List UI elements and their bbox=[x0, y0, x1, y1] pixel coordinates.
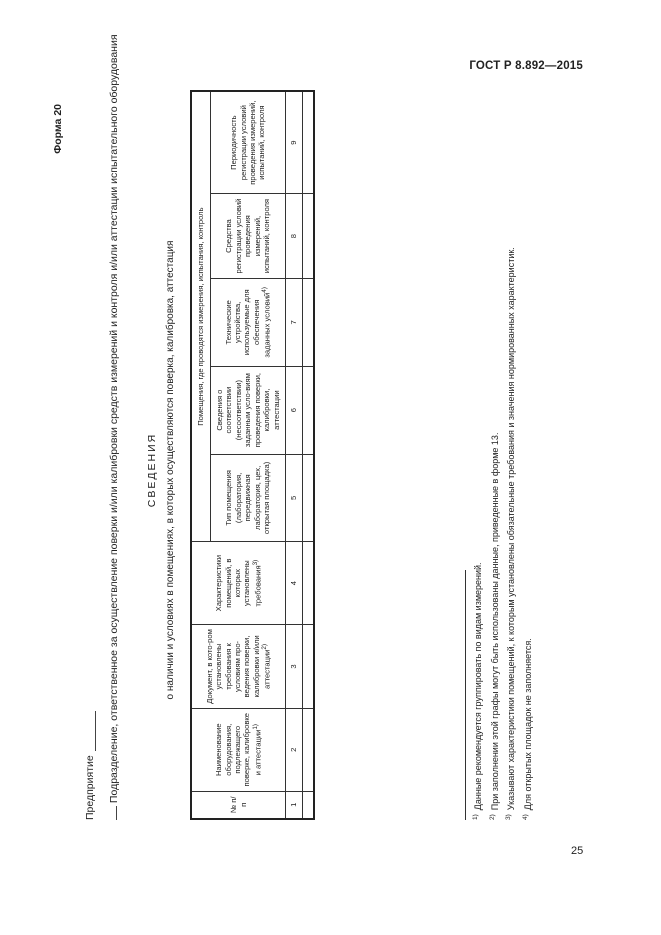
empty-cell bbox=[303, 708, 315, 791]
empty-cell bbox=[303, 366, 315, 454]
column-number: 6 bbox=[286, 366, 303, 454]
empty-cell bbox=[303, 194, 315, 279]
organization-fill-line bbox=[85, 711, 96, 751]
form-table bbox=[190, 90, 315, 820]
footnote-item: $^{1)}$Данные рекомендуется группировать по видам измерений. bbox=[472, 562, 483, 820]
form-label: Форма 20 bbox=[52, 104, 64, 154]
column-number: 3 bbox=[286, 625, 303, 709]
department-line bbox=[108, 34, 120, 820]
organization-label: Предприятие bbox=[84, 755, 96, 820]
column-number: 1 bbox=[286, 791, 303, 819]
column-number: 8 bbox=[286, 194, 303, 279]
header-registration-means: Средства регистрации условий проведения измерений, испытаний, контроля bbox=[211, 194, 286, 279]
empty-cell bbox=[303, 791, 315, 819]
empty-cell bbox=[303, 454, 315, 542]
header-number: № п/п bbox=[191, 791, 286, 819]
header-room-characteristics: Характеристики помещений, в которых установлены требования$^{3)}$ bbox=[191, 542, 286, 625]
column-number: 9 bbox=[286, 91, 303, 194]
footnote-rule bbox=[465, 570, 466, 820]
footnotes bbox=[465, 120, 535, 820]
column-number: 5 bbox=[286, 454, 303, 542]
empty-cell bbox=[303, 278, 315, 366]
form-heading: СВЕДЕНИЯ bbox=[146, 432, 158, 508]
footnote-item: $^{2)}$При заполнении этой графы могут быть использованы данные, приведенные в форме 13. bbox=[488, 432, 500, 820]
document-code: ГОСТ Р 8.892—2015 bbox=[469, 60, 583, 72]
header-equipment: Наименование оборудования, подлежащего поверке, калибровке и аттестации$^{1)}$ bbox=[191, 708, 286, 791]
department-label: Подразделение, ответственное за осуществление поверки и/или калибровки средств измерений и контроля и/или аттестации испытательного оборудования bbox=[108, 34, 120, 804]
header-document: Документ, в кото-ром установлены требования к условиям про-ведения поверки, калибровки и/или аттестации$^{2)}$ bbox=[191, 625, 286, 709]
header-registration-period: Периодичность регистрации условий проведения измерений, испытаний, контроля bbox=[211, 91, 286, 194]
column-number: 7 bbox=[286, 278, 303, 366]
page-number: 25 bbox=[571, 845, 584, 857]
column-number: 2 bbox=[286, 708, 303, 791]
header-technical-devices: Технические устройства, используемые для обеспечения заданных условий$^{4)}$ bbox=[211, 278, 286, 366]
table-empty-row bbox=[303, 91, 315, 819]
department-fill-line bbox=[116, 806, 117, 820]
form-subheading: о наличии и условиях в помещениях, в которых осуществляются поверка, калибровка, аттестация bbox=[165, 240, 176, 700]
empty-cell bbox=[303, 91, 315, 194]
footnote-item: $^{3)}$Указывают характеристики помещений, к которым установлены обязательные требования и значения нормированных характеристик. bbox=[505, 247, 516, 820]
header-compliance: Сведения о соответствии (несоответствии) заданным усло-виям проведения поверки, калибровки, аттестации bbox=[211, 366, 286, 454]
organization-line bbox=[84, 711, 96, 820]
column-number: 4 bbox=[286, 542, 303, 625]
empty-cell bbox=[303, 625, 315, 709]
header-room-type: Тип помещения (лаборатория, передвижная лаборатория, цех, открытая площадка) bbox=[211, 454, 286, 542]
column-numbers-row bbox=[286, 91, 303, 819]
header-group-rooms: Помещения, где проводятся измерения, испытания, контроль bbox=[191, 91, 211, 542]
empty-cell bbox=[303, 542, 315, 625]
footnote-item: $^{4)}$Для открытых площадок не заполняется. bbox=[521, 638, 533, 820]
